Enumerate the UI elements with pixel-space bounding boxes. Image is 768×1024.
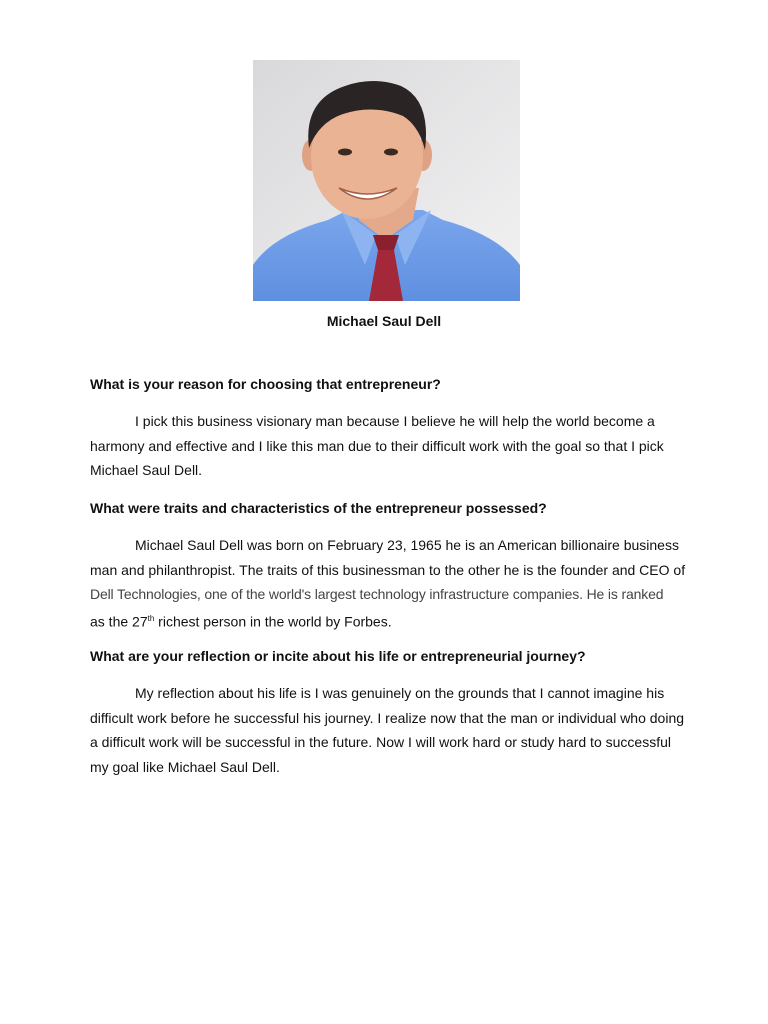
paragraph-line: a difficult work will be successful in the future. Now I will work hard or study hard to successful xyxy=(90,734,671,750)
ordinal-superscript: th xyxy=(147,613,155,623)
paragraph-line: harmony and effective and I like this man due to their difficult work with the goal so that I pick xyxy=(90,437,664,454)
portrait-photo xyxy=(253,60,520,301)
paragraph-line: Michael Saul Dell. xyxy=(90,462,203,478)
answer-paragraph-reason xyxy=(90,409,690,483)
paragraph-line xyxy=(90,607,690,634)
answer-paragraph-reflection xyxy=(90,681,690,779)
paragraph-line: My reflection about his life is I was genuinely on the grounds that I cannot imagine his xyxy=(135,685,665,701)
paragraph-line: Michael Saul Dell was born on February 23, 1965 he is an American billionaire business xyxy=(135,537,679,553)
paragraph-line: difficult work before he successful his journey. I realize now that the man or individual who doing xyxy=(90,709,685,726)
paragraph-line: I pick this business visionary man because I believe he will help the world become a xyxy=(135,413,655,429)
paragraph-line: my goal like Michael Saul Dell. xyxy=(90,758,280,775)
text-fragment: as the 27 xyxy=(90,613,148,630)
text-fragment: richest person in the world by Forbes. xyxy=(154,613,392,630)
answer-paragraph-traits xyxy=(90,533,690,634)
paragraph-line: man and philanthropist. The traits of this businessman to the other he is the founder and CEO of xyxy=(90,561,686,578)
paragraph-line: Dell Technologies, one of the world's largest technology infrastructure companies. He is ranked xyxy=(90,586,664,602)
question-heading-traits: What were traits and characteristics of the entrepreneur possessed? xyxy=(90,500,547,516)
question-heading-reason: What is your reason for choosing that entrepreneur? xyxy=(90,376,441,392)
question-heading-reflection: What are your reflection or incite about his life or entrepreneurial journey? xyxy=(90,648,586,664)
photo-caption: Michael Saul Dell xyxy=(326,313,442,329)
